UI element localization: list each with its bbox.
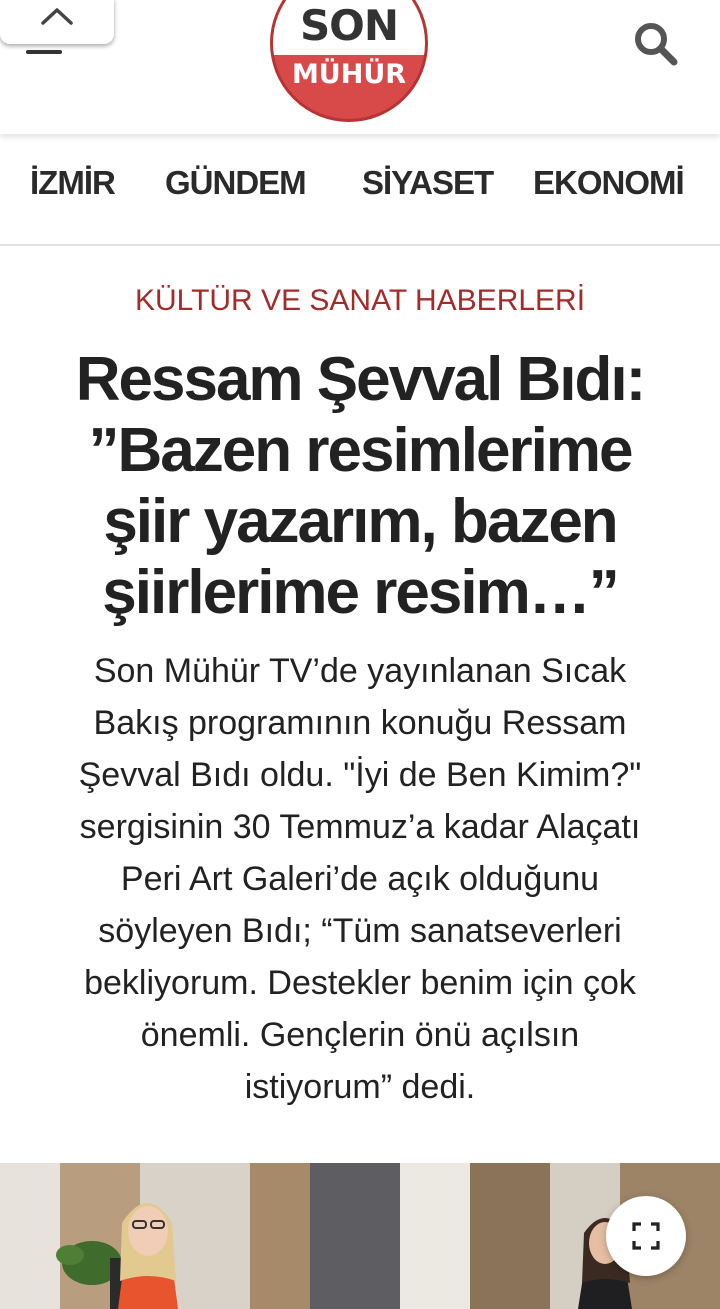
fullscreen-button[interactable] [606,1196,686,1276]
nav-item-siyaset[interactable]: SİYASET [362,164,494,201]
article-summary [30,645,690,1113]
article-title [30,344,690,628]
summary-line: Şevval Bıdı oldu. "İyi de Ben Kimim?" [78,756,642,794]
title-line: Ressam Şevval Bıdı: [75,345,645,414]
nav-item-gundem[interactable]: GÜNDEM [165,164,306,201]
title-line: ”Bazen resimlerime [88,416,632,485]
summary-line: istiyorum” dedi. [244,1068,476,1106]
summary-line: Son Mühür TV’de yayınlanan Sıcak [93,652,627,690]
summary-line: önemli. Gençlerin önü açılsın [140,1016,580,1054]
category-nav [0,134,720,246]
nav-item-ekonomi[interactable]: EKONOMİ [533,164,684,201]
summary-line: sergisinin 30 Temmuz’a kadar Alaçatı [79,808,641,846]
summary-line: Bakış programının konuğu Ressam [93,704,627,742]
title-line: şiir yazarım, bazen [103,487,617,556]
collapse-toolbar-button[interactable] [0,0,114,44]
nav-item-izmir[interactable]: İZMİR [30,164,115,201]
search-button[interactable] [632,20,680,72]
logo-text-top: SON [299,1,399,50]
summary-line: Peri Art Galeri’de açık olduğunu [120,860,600,898]
logo-text-bottom: MÜHÜR [291,59,407,90]
title-line: şiirlerime resim…” [102,558,618,627]
summary-line: bekliyorum. Destekler benim için çok [84,964,636,1002]
fullscreen-expand-icon [632,1222,660,1250]
article-category[interactable]: KÜLTÜR VE SANAT HABERLERİ [134,284,586,317]
hamburger-menu-icon [26,50,62,54]
summary-line: söyleyen Bıdı; “Tüm sanatseverleri [98,912,622,950]
search-icon [632,20,680,68]
site-logo[interactable] [270,0,428,122]
chevron-up-icon [40,6,74,26]
